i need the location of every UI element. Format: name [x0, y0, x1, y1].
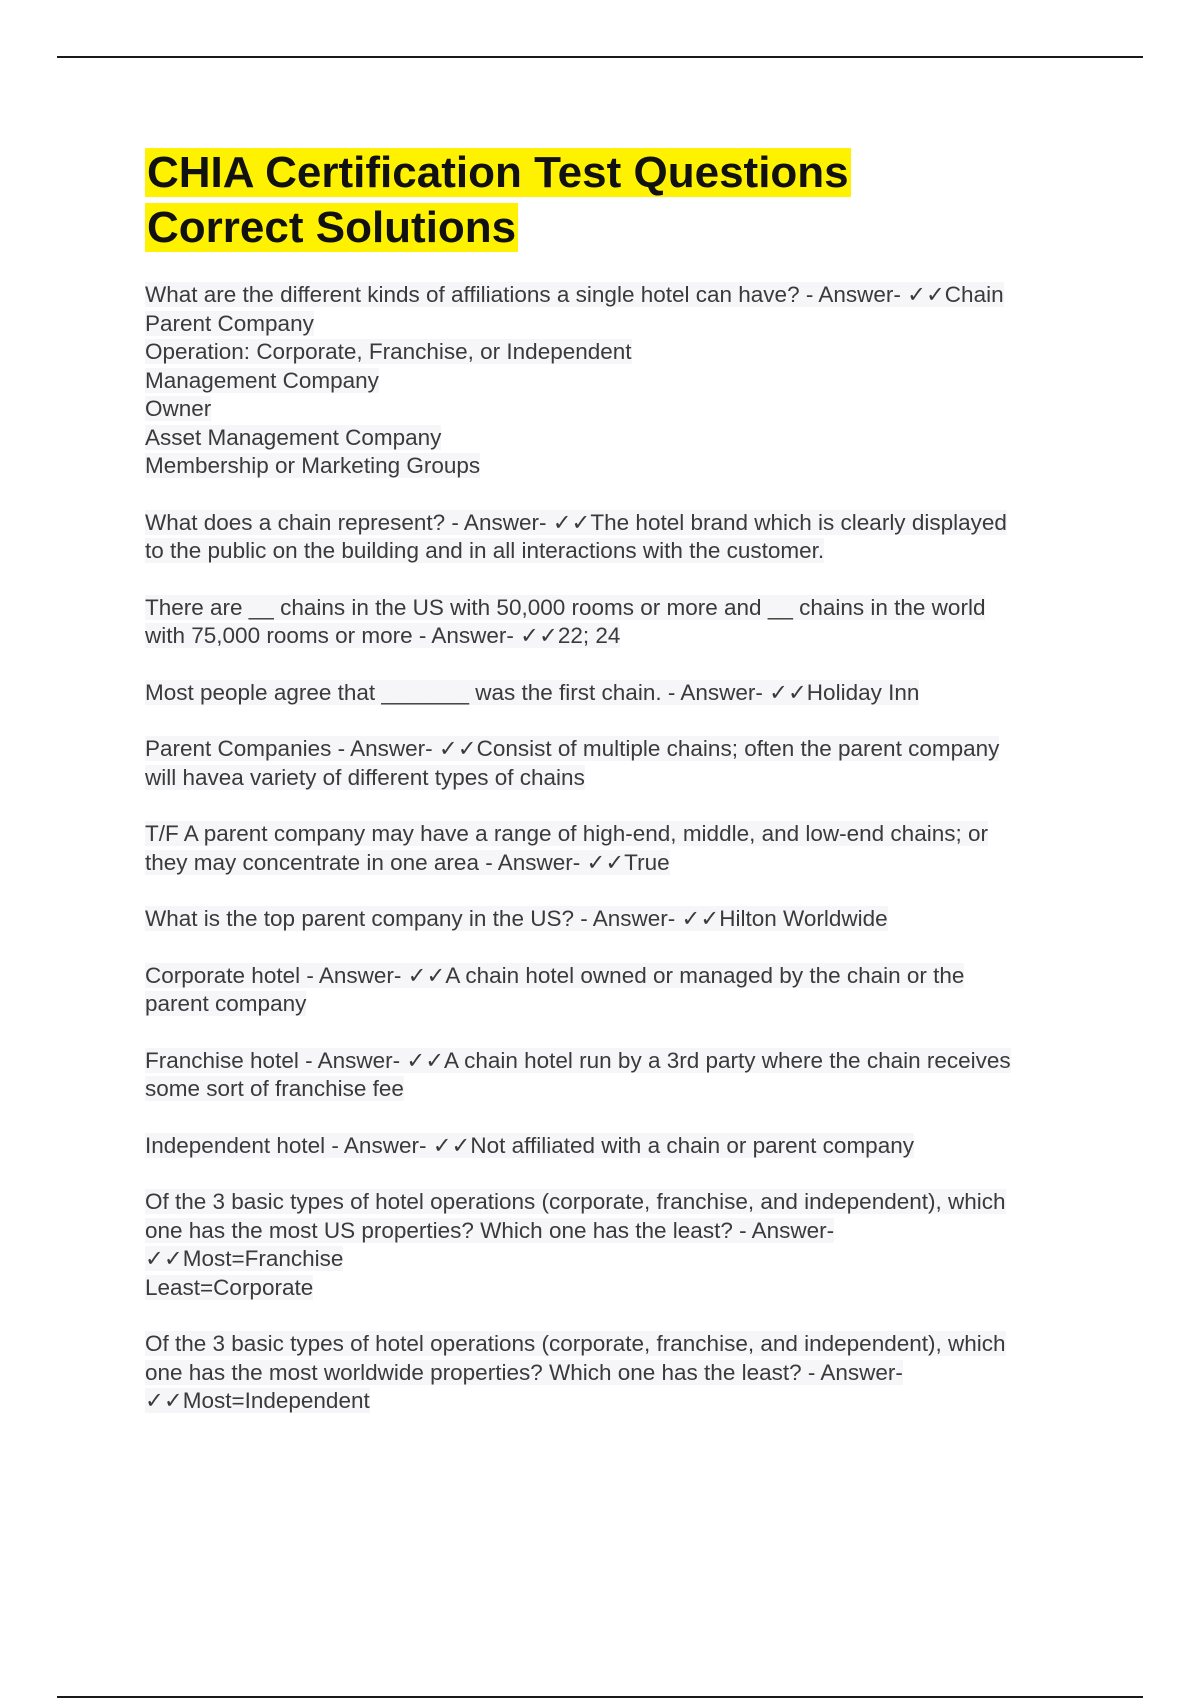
qa-item: [145, 679, 1085, 708]
bottom-rule: [57, 1696, 1143, 1698]
qa-item: [145, 1330, 1085, 1416]
qa-text: Corporate hotel - Answer- ✓✓A chain hotel owned or managed by the chain or the parent company: [145, 962, 965, 1016]
qa-item: [145, 594, 1085, 651]
qa-text: There are __ chains in the US with 50,000 rooms or more and __ chains in the world with 75,000 rooms or more - Answer- ✓✓22; 24: [145, 594, 986, 648]
document-title: [145, 145, 1085, 255]
title-line-2: Correct Solutions: [147, 203, 517, 252]
qa-item: [145, 281, 1085, 481]
qa-text: Most people agree that _______ was the first chain. - Answer- ✓✓Holiday Inn: [145, 679, 920, 705]
qa-item: [145, 962, 1085, 1019]
title-line-1: CHIA Certification Test Questions: [147, 148, 849, 197]
qa-text: Of the 3 basic types of hotel operations (corporate, franchise, and independent), which one has the most US properties? Which one has the least? - Answer- ✓✓Most=Franchise Least=Corporate: [145, 1189, 1006, 1300]
qa-item: [145, 1047, 1085, 1104]
qa-text: Franchise hotel - Answer- ✓✓A chain hotel run by a 3rd party where the chain receives some sort of franchise fee: [145, 1047, 1011, 1101]
qa-item: [145, 509, 1085, 566]
qa-text: T/F A parent company may have a range of high-end, middle, and low-end chains; or they may concentrate in one area - Answer- ✓✓True: [145, 821, 988, 875]
qa-text: Independent hotel - Answer- ✓✓Not affiliated with a chain or parent company: [145, 1132, 914, 1158]
document-body: [145, 145, 1085, 1444]
qa-item: [145, 905, 1085, 934]
qa-text: Parent Companies - Answer- ✓✓Consist of multiple chains; often the parent company will havea variety of different types of chains: [145, 736, 1000, 790]
qa-text: What is the top parent company in the US? - Answer- ✓✓Hilton Worldwide: [145, 906, 888, 931]
qa-item: [145, 1188, 1085, 1302]
qa-text: What does a chain represent? - Answer- ✓✓The hotel brand which is clearly displayed to the public on the building and in all interactions with the customer.: [145, 509, 1007, 563]
qa-item: [145, 735, 1085, 792]
qa-item: [145, 820, 1085, 877]
qa-text: What are the different kinds of affiliations a single hotel can have? - Answer- ✓✓Chain Parent Company Operation: Corporate, Franchise, or Independent Management Company Owner Asset Management Company Membership or Marketing Groups: [145, 282, 1004, 478]
qa-item: [145, 1132, 1085, 1161]
qa-text: Of the 3 basic types of hotel operations (corporate, franchise, and independent), which one has the most worldwide properties? Which one has the least? - Answer- ✓✓Most=Independent: [145, 1331, 1006, 1413]
top-rule: [57, 56, 1143, 58]
